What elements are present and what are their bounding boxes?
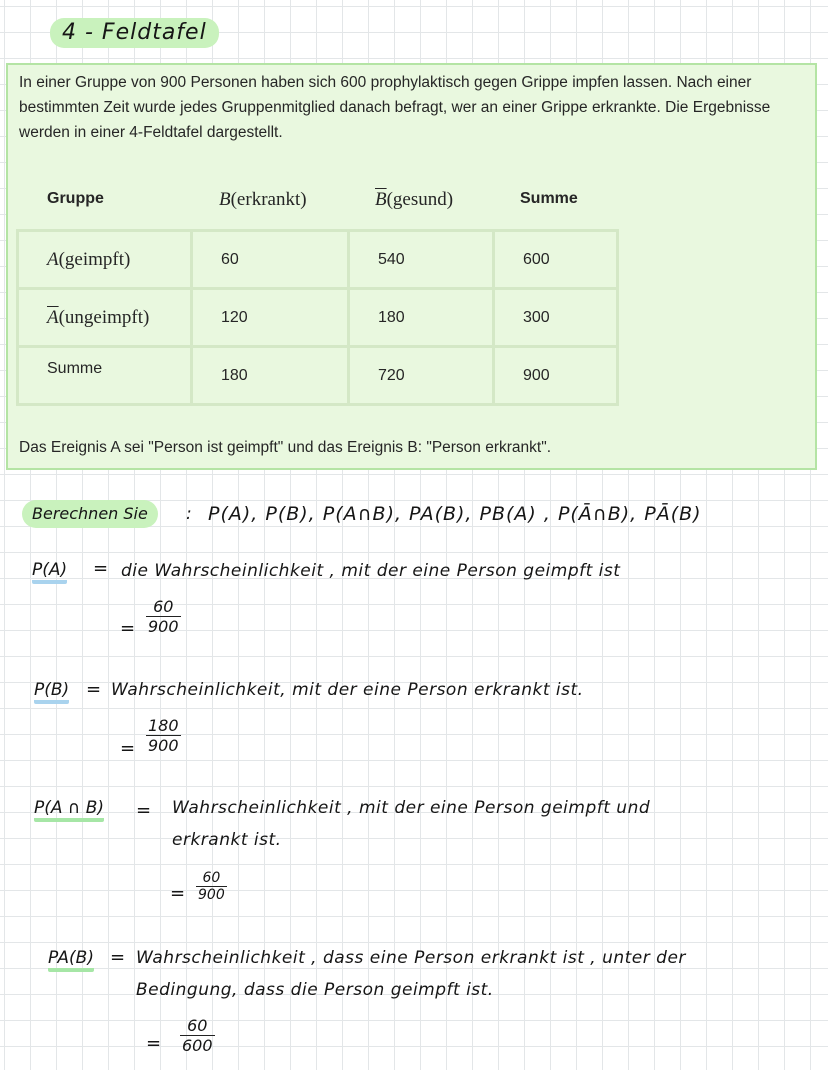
note-pb-eq: = (86, 679, 102, 700)
note-pab-text-2: erkrankt ist. (172, 830, 282, 850)
table-row (18, 347, 618, 405)
note-pa-label: P(A) (32, 560, 67, 584)
note-pb-fraction: $\frac{180}{900}$ (148, 716, 179, 755)
note-pa-b-fraction: $\frac{60}{600}$ (182, 1016, 213, 1055)
table-cell: 300 (494, 289, 618, 347)
note-pa-eq2: = (120, 618, 136, 639)
header-b-bar: $\overline{B}(gesund)$ (375, 189, 454, 210)
note-pab-label: P(A ∩ B) (34, 798, 104, 822)
header-summe: Summe (520, 190, 578, 207)
row-head-summe: Summe (18, 347, 192, 405)
note-pa-eq: = (93, 558, 109, 579)
intro-text: In einer Gruppe von 900 Personen haben sich 600 prophylaktisch gegen Grippe impfen lassen. Nach einer bestimmten Zeit wurde jedes Gruppenmitglied danach befragt, wer an einer Grippe erkrankte. Die Ergebnisse werden in einer 4-Feldtafel dargestellt. (19, 74, 771, 141)
note-pa-fraction: $\frac{60}{900}$ (148, 597, 179, 636)
note-pa-text: die Wahrscheinlichkeit , mit der eine Person geimpft ist (121, 561, 621, 581)
table-cell: 180 (192, 347, 349, 405)
note-pb-eq2: = (120, 738, 136, 759)
note-pab-text-1: Wahrscheinlichkeit , mit der eine Person geimpft und (172, 798, 651, 818)
note-pb-label: P(B) (34, 680, 69, 704)
table-cell: 900 (494, 347, 618, 405)
header-gruppe: Gruppe (47, 190, 104, 207)
note-pa-b-eq: = (110, 947, 126, 968)
table-cell: 540 (349, 231, 494, 289)
row-head-a: A(geimpft) (18, 231, 192, 289)
task-colon: : (186, 504, 192, 524)
table-cell: 120 (192, 289, 349, 347)
four-field-table (16, 229, 619, 406)
row-head-a-bar: $\overline{A}(ungeimpft)$ (18, 289, 192, 347)
table-row (18, 231, 618, 289)
table-cell: 720 (349, 347, 494, 405)
page-title: 4 - Feldtafel (50, 18, 219, 48)
conclusion-text: Das Ereignis A sei "Person ist geimpft" und das Ereignis B: "Person erkrankt". (19, 439, 552, 456)
note-pab-fraction: $\frac{60}{900}$ (198, 870, 225, 903)
task-label: Berechnen Sie (22, 500, 158, 528)
note-pa-b-label: PA(B) (48, 948, 94, 972)
task-items: P(A), P(B), P(A∩B), PA(B), PB(A) , P(Ā∩B), PĀ(B) (208, 503, 702, 525)
note-pa-b-text-2: Bedingung, dass die Person geimpft ist. (136, 980, 494, 1000)
header-b: B(erkrankt) (219, 189, 307, 210)
table-cell: 60 (192, 231, 349, 289)
table-cell: 600 (494, 231, 618, 289)
note-pab-eq: = (136, 800, 152, 821)
table-row (18, 289, 618, 347)
note-pa-b-eq2: = (146, 1033, 162, 1054)
table-cell: 180 (349, 289, 494, 347)
note-pb-text: Wahrscheinlichkeit, mit der eine Person erkrankt ist. (111, 680, 584, 700)
note-pab-eq2: = (170, 883, 186, 904)
note-pa-b-text-1: Wahrscheinlichkeit , dass eine Person erkrankt ist , unter der (136, 948, 686, 968)
